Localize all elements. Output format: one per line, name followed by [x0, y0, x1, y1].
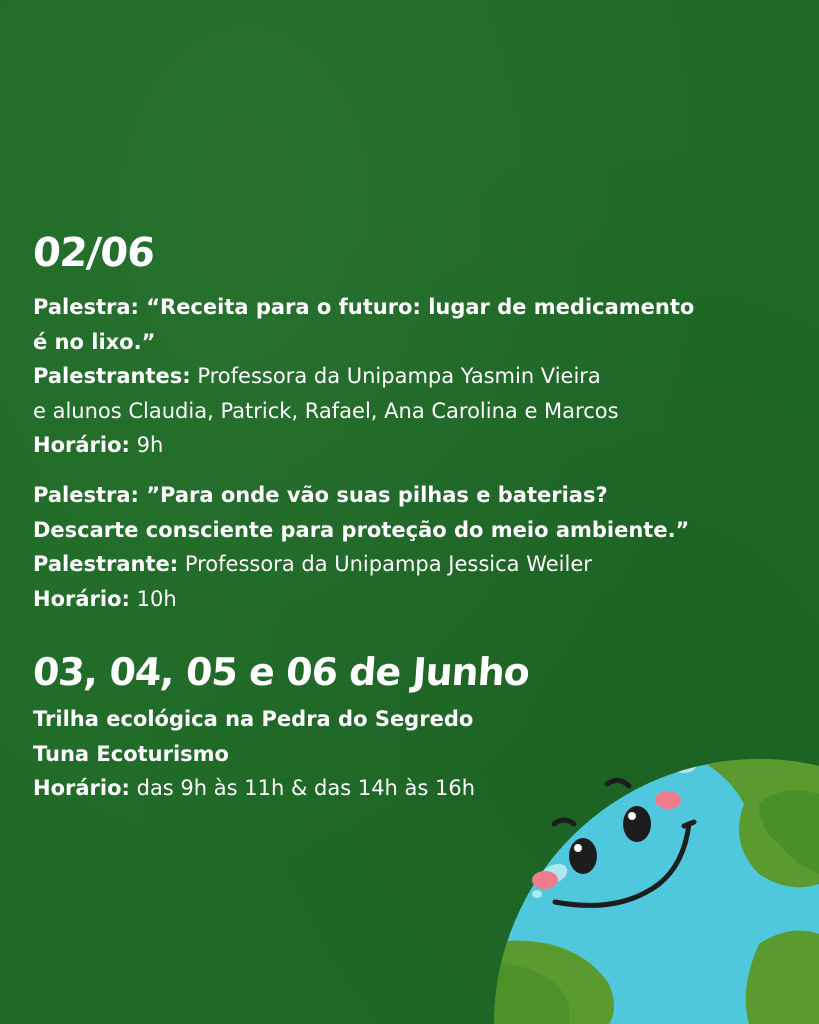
date-heading-june: 03, 04, 05 e 06 de Junho — [31, 650, 531, 694]
trail-activity-name: Trilha ecológica na Pedra do Segredo — [33, 707, 474, 731]
talk-2-speaker — [33, 547, 773, 582]
talk-1-title-line-2: é no lixo.” — [33, 329, 156, 354]
talk-1-title-line-1 — [33, 290, 773, 325]
talk-2-title-line-2: Descarte consciente para proteção do meio ambiente.” — [33, 517, 690, 542]
talk-1-speakers-line-2: e alunos Claudia, Patrick, Rafael, Ana Carolina e Marcos — [33, 398, 619, 423]
talk-2-time-value: 10h — [136, 586, 177, 611]
trail-time-value: das 9h às 11h & das 14h às 16h — [136, 776, 476, 800]
talk-1-time-value: 9h — [136, 433, 164, 457]
talk-1-title-label: Palestra: — [33, 295, 139, 319]
trail-time-label: Horário: — [33, 776, 130, 800]
talk-2-speaker-label: Palestrante: — [33, 552, 179, 576]
talk-2-title-line-1 — [33, 478, 773, 513]
talk-2-time-label: Horário: — [33, 586, 130, 611]
talk-1-speakers-label: Palestrantes: — [33, 364, 191, 388]
talk-1-speakers-line-1 — [33, 359, 773, 394]
talk-2-speaker-value: Professora da Unipampa Jessica Weiler — [184, 552, 592, 576]
talk-1-title-text: “Receita para o futuro: lugar de medicamento — [146, 295, 695, 319]
trail-organizer: Tuna Ecoturismo — [33, 741, 229, 766]
talk-1-time-label: Horário: — [33, 433, 130, 457]
talk-2-title-label: Palestra: — [33, 483, 139, 507]
talk-2-title-text: ”Para onde vão suas pilhas e baterias? — [146, 483, 608, 507]
talk-2-time — [33, 582, 773, 617]
talk-2 — [33, 478, 773, 616]
smiling-earth-icon — [459, 754, 819, 1024]
talk-1-time — [33, 428, 773, 463]
date-heading-0206: 02/06 — [31, 230, 156, 276]
talk-1 — [33, 290, 773, 463]
talk-1-speakers-text: Professora da Unipampa Yasmin Vieira — [197, 364, 601, 388]
